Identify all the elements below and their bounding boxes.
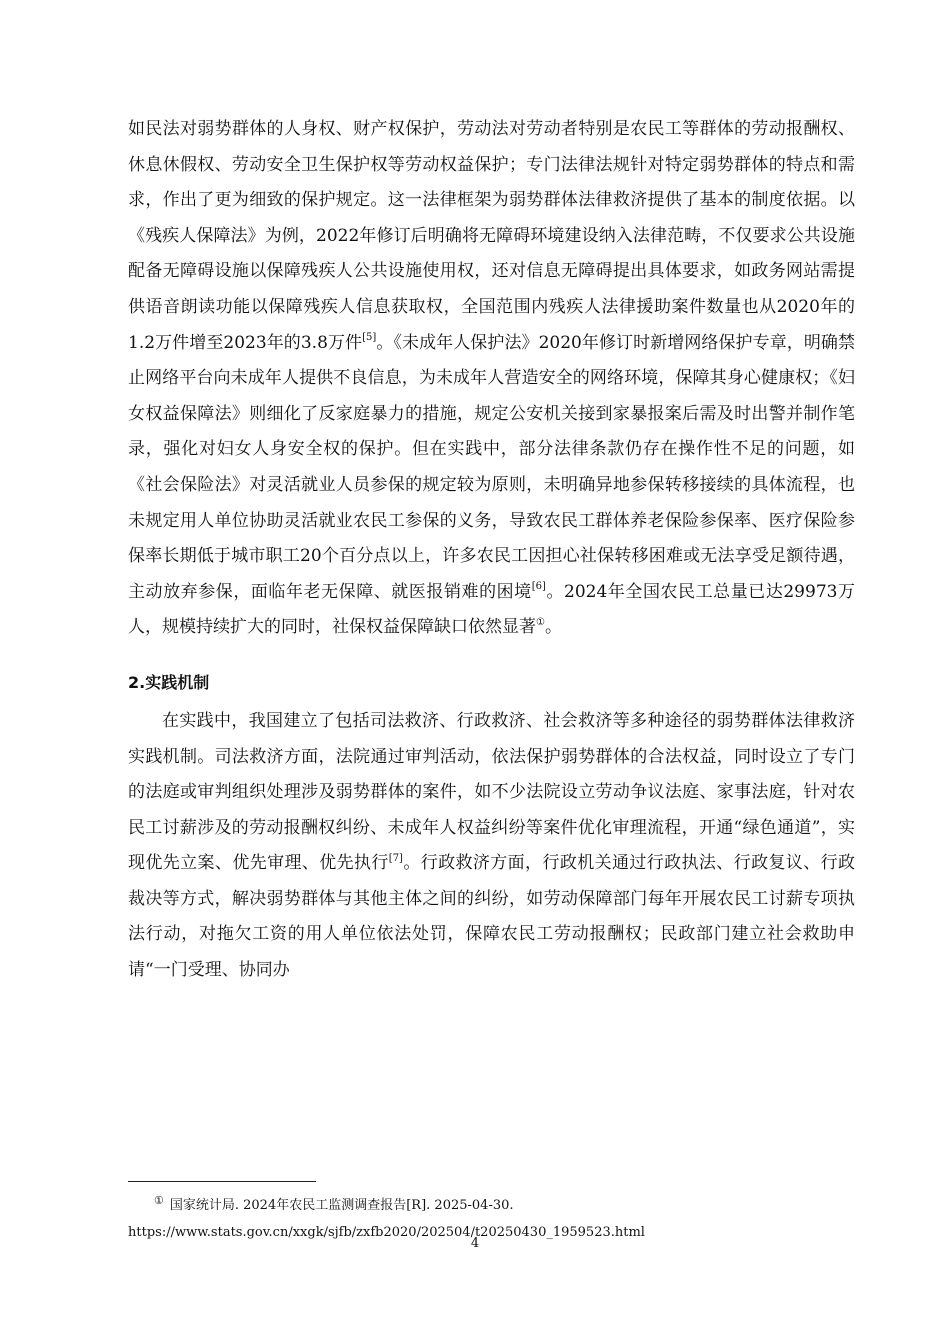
footnote-url[interactable]: https://www.stats.gov.cn/xxgk/sjfb/zxfb2020/202504/t20250430_1959523.html xyxy=(128,1225,645,1240)
paragraph-text: 。行政救济方面，行政机关通过行政执法、行政复议、行政裁决等方式，解决弱势群体与其他主体之间的纠纷，如劳动保障部门每年开展农民工讨薪专项执法行动，对拖欠工资的用人单位依法处罚，保障农民工劳动报酬权；民政部门建立社会救助申请“一门受理、协同办 xyxy=(128,853,856,981)
footnote-line-1 xyxy=(128,1192,855,1219)
body-paragraph-2 xyxy=(128,704,855,989)
paragraph-text: 。 xyxy=(544,617,562,638)
paragraph-text: 。《未成年人保护法》2020年修订时新增网络保护专章，明确禁止网络平台向未成年人提供不良信息，为未成年人营造安全的网络环境，保障其身心健康权；《妇女权益保障法》则细化了反家庭暴力的措施，规定公安机关接到家暴报案后需及时出警并制作笔录，强化对妇女人身安全权的保护。但在实践中，部分法律条款仍存在操作性不足的问题，如《社会保险法》对灵活就业人员参保的规定较为原则，未明确异地参保转移接续的具体流程，也未规定用人单位协助灵活就业农民工参保的义务，导致农民工群体养老保险参保率、医疗保险参保率长期低于城市职工20个百分点以上，许多农民工因担心社保转移困难或无法享受足额待遇，主动放弃参保，面临年老无保障、就医报销难的困境 xyxy=(128,332,855,602)
footnote-ref-1[interactable]: ① xyxy=(536,616,545,628)
page-number: 4 xyxy=(470,1236,480,1251)
section-heading: 2.实践机制 xyxy=(128,672,210,692)
paragraph-text: 在实践中，我国建立了包括司法救济、行政救济、社会救济等多种途径的弱势群体法律救济实践机制。司法救济方面，法院通过审判活动，依法保护弱势群体的合法权益，同时设立了专门的法庭或审判组织处理涉及弱势群体的案件，如不少法院设立劳动争议法庭、家事法庭，针对农民工讨薪涉及的劳动报酬权纠纷、未成年人权益纠纷等案件优化审理流程，开通“绿色通道”，实现优先立案、优先审理、优先执行 xyxy=(128,710,855,874)
footnote-text: 国家统计局. 2024年农民工监测调查报告[R]. 2025-04-30. xyxy=(169,1198,514,1213)
citation-ref-5[interactable]: [5] xyxy=(362,331,377,343)
citation-ref-6[interactable]: [6] xyxy=(531,581,546,593)
paragraph-text: 。2024年全国农民工总量已达29973万人，规模持续扩大的同时，社保权益保障缺口依然显著 xyxy=(128,581,856,638)
paragraph-text: 如民法对弱势群体的人身权、财产权保护，劳动法对劳动者特别是农民工等群体的劳动报酬权、休息休假权、劳动安全卫生保护权等劳动权益保护；专门法律法规针对特定弱势群体的特点和需求，作出了更为细致的保护规定。这一法律框架为弱势群体法律救济提供了基本的制度依据。以《残疾人保障法》为例，2022年修订后明确将无障碍环境建设纳入法律范畴，不仅要求公共设施配备无障碍设施以保障残疾人公共设施使用权，还对信息无障碍提出具体要求，如政务网站需提供语音朗读功能以保障残疾人信息获取权，全国范围内残疾人法律援助案件数量也从2020年的1.2万件增至2023年的3.8万件 xyxy=(128,119,855,353)
citation-ref-7[interactable]: [7] xyxy=(388,852,403,864)
footnote-divider xyxy=(128,1181,316,1182)
footnote-mark: ① xyxy=(154,1193,164,1207)
body-paragraph-1 xyxy=(128,0,855,646)
